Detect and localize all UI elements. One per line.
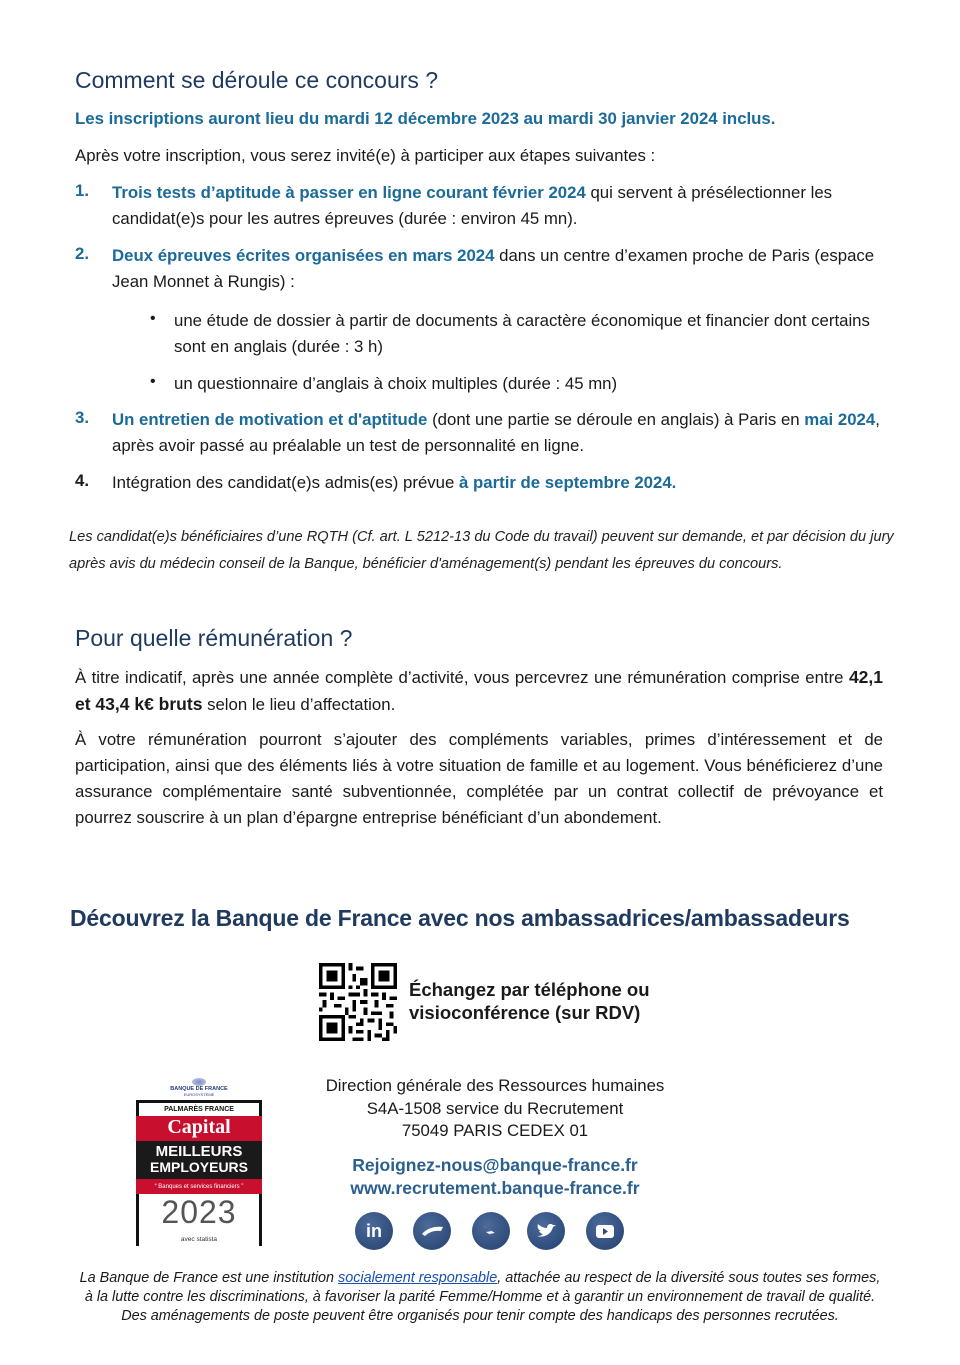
benefits-paragraph: À votre rémunération pourront s’ajouter des compléments variables, primes d’intéressement et de participation, ainsi que des éléments liés à votre situation de famille et au logement. Vous bénéficierez d’une assurance complémentaire santé subventionnée, complétée par un contrat collectif de prévoyance et pourrez souscrire à un plan d’épargne entreprise bénéficiant d’un abondement. xyxy=(75,730,883,827)
step-item xyxy=(112,470,887,496)
section-title-concours: Comment se déroule ce concours ? xyxy=(75,67,439,93)
website-link[interactable]: www.recrutement.banque-france.fr xyxy=(350,1177,640,1198)
qr-caption xyxy=(409,978,650,1024)
twitter-icon[interactable] xyxy=(527,1212,565,1250)
linkedin-icon[interactable]: in xyxy=(355,1212,393,1250)
qr-caption-line: Échangez par téléphone ou xyxy=(409,979,650,1000)
step-text: dans un centre d’examen proche de Paris (espace Jean Monnet à Rungis) : xyxy=(112,246,875,291)
award-capital: Capital xyxy=(167,1116,231,1138)
email-link[interactable]: Rejoignez-nous@banque-france.fr xyxy=(352,1155,638,1175)
step-item xyxy=(112,180,887,232)
footer-line xyxy=(20,1269,940,1288)
award-org: BANQUE DE FRANCE xyxy=(170,1086,228,1092)
award-org-sub: EUROSYSTÈME xyxy=(183,1092,215,1097)
step-highlight: à partir de septembre 2024. xyxy=(459,473,677,492)
step-item xyxy=(112,243,887,295)
step-highlight: Deux épreuves écrites organisées en mars 2024 xyxy=(112,246,495,265)
youtube-icon[interactable] xyxy=(586,1212,624,1250)
section-title-remuneration: Pour quelle rémunération ? xyxy=(75,625,353,651)
contact-address xyxy=(300,1075,690,1143)
step-text: Intégration des candidat(e)s admis(es) prévue xyxy=(112,473,459,492)
award-partner: avec statista xyxy=(180,1236,218,1243)
award-badge xyxy=(133,1078,265,1250)
award-line1: MEILLEURS xyxy=(155,1143,243,1160)
award-palmares: PALMARÈS FRANCE xyxy=(164,1106,234,1113)
step-highlight: Trois tests d’aptitude à passer en ligne courant février 2024 xyxy=(112,183,586,202)
footer-line: à la lutte contre les discriminations, à favoriser la parité Femme/Homme et à garantir un environnement de travail de qualité. xyxy=(84,1289,876,1305)
glassdoor-icon[interactable] xyxy=(413,1212,451,1250)
step-highlight: mai 2024 xyxy=(804,410,876,429)
registration-dates: Les inscriptions auront lieu du mardi 12 décembre 2023 au mardi 30 janvier 2024 inclus. xyxy=(75,109,776,128)
qr-caption-line: visioconférence (sur RDV) xyxy=(409,1002,641,1023)
salary-text: selon le lieu d’affectation. xyxy=(202,695,396,714)
address-line: S4A-1508 service du Recrutement xyxy=(366,1098,624,1118)
step-number: 4. xyxy=(75,471,89,490)
rqth-note: Les candidat(e)s bénéficiaires d’une RQTH (Cf. art. L 5212-13 du Code du travail) peuvent sur demande, et par décision du jury après avis du médecin conseil de la Banque, bénéficier d'aménagement(s) pendant les épreuves du concours. xyxy=(69,529,894,572)
footer-text: , attachée au respect de la diversité sous toutes ses formes, xyxy=(497,1270,881,1286)
bullet-item: un questionnaire d’anglais à choix multiples (durée : 45 mn) xyxy=(174,374,618,393)
step-number: 2. xyxy=(75,244,89,263)
step-highlight: Un entretien de motivation et d'aptitude xyxy=(112,410,428,429)
banque-de-france-logo xyxy=(133,1078,265,1097)
step-item xyxy=(112,407,887,459)
step-number: 3. xyxy=(75,408,89,427)
salary-amount: 42,1 et 43,4 k€ bruts xyxy=(75,667,883,714)
bullet-item: une étude de dossier à partir de documents à caractère économique et financier dont certains sont en anglais (durée : 3 h) xyxy=(174,311,870,356)
footer-disclaimer xyxy=(20,1269,940,1326)
salary-paragraph xyxy=(75,664,883,718)
bullet-marker: • xyxy=(150,373,156,390)
salary-text: À titre indicatif, après une année complète d’activité, vous percevrez une rémunération comprise entre xyxy=(75,668,849,687)
address-line: 75049 PARIS CEDEX 01 xyxy=(401,1121,589,1140)
step-text: , après avoir passé au préalable un test de personnalité en ligne. xyxy=(112,410,880,455)
step-text: qui servent à présélectionner les candidat(e)s pour les autres épreuves (durée : environ 45 mn). xyxy=(112,183,833,228)
step-text: (dont une partie se déroule en anglais) à Paris en xyxy=(427,410,805,429)
award-line2: EMPLOYEURS xyxy=(149,1159,248,1175)
bullet-marker: • xyxy=(150,310,156,327)
award-year: 2023 xyxy=(161,1194,237,1230)
qr-code[interactable] xyxy=(319,963,397,1041)
ambassadors-title: Découvrez la Banque de France avec nos ambassadrices/ambassadeurs xyxy=(70,905,850,931)
footer-text: La Banque de France est une institution xyxy=(79,1270,339,1286)
step-number: 1. xyxy=(75,181,89,200)
csr-link[interactable]: socialement responsable xyxy=(338,1270,498,1286)
footer-line: Des aménagements de poste peuvent être organisés pour tenir compte des handicaps des personnes recrutées. xyxy=(121,1308,839,1324)
contact-links xyxy=(300,1154,690,1199)
award-category: “ Banques et services financiers ” xyxy=(154,1184,244,1190)
address-line: Direction générale des Ressources humaines xyxy=(325,1076,665,1095)
welcome-to-the-jungle-icon[interactable] xyxy=(472,1212,510,1250)
intro-text: Après votre inscription, vous serez invité(e) à participer aux étapes suivantes : xyxy=(75,146,656,165)
bdf-star-icon xyxy=(192,1078,206,1086)
